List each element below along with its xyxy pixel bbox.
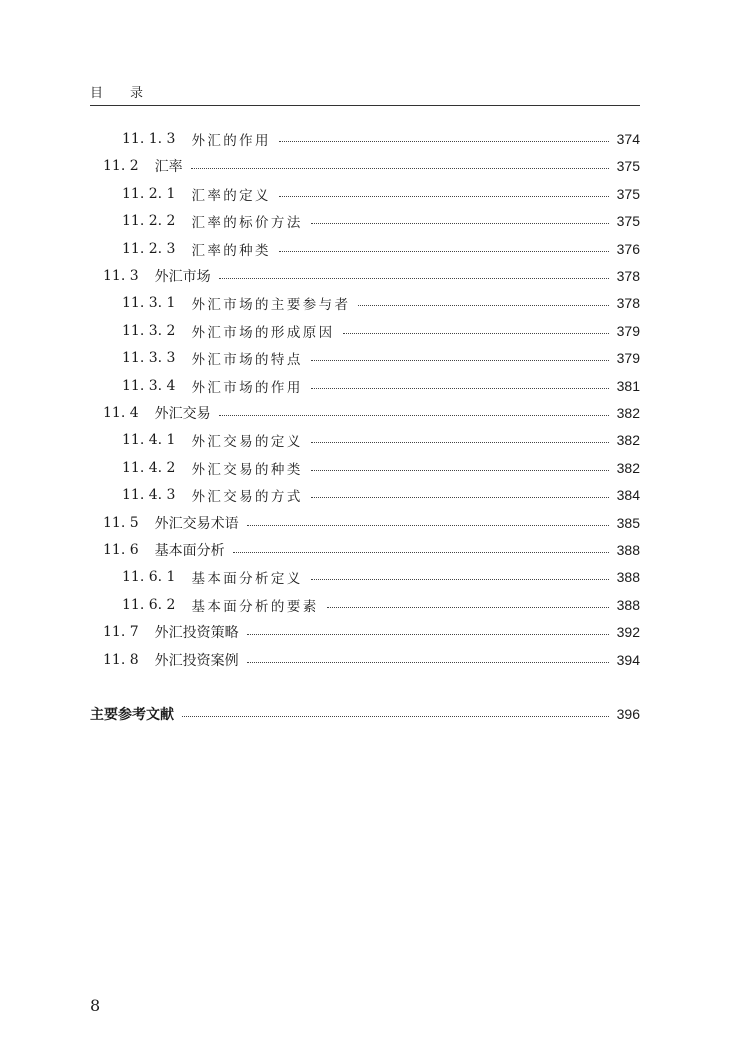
toc-entry-title: 汇率 (154, 159, 183, 176)
dot-leader (311, 387, 609, 389)
toc-entry-title: 外汇的作用 (191, 133, 271, 149)
dot-leader (233, 551, 609, 553)
toc-entry-page: 388 (616, 569, 640, 586)
toc-entry[interactable] (122, 593, 640, 617)
dot-leader (191, 167, 609, 169)
toc-entry-page: 374 (616, 131, 640, 147)
toc-entry-page: 378 (616, 268, 640, 284)
toc-entry-number: 11. 6 (103, 542, 139, 558)
toc-entry-title: 外汇投资案例 (154, 652, 239, 669)
toc-entry-page: 376 (616, 240, 640, 257)
toc-entry-number: 11. 4. 2 (122, 459, 176, 476)
toc-entry-title: 汇率的定义 (191, 187, 271, 204)
toc-entry-page: 375 (616, 185, 640, 202)
dot-leader (311, 359, 609, 361)
toc-entry-title: 基本面分析定义 (191, 571, 303, 588)
toc-entry[interactable] (122, 565, 640, 589)
toc-entry-number: 11. 4 (103, 405, 139, 421)
toc-entry-number: 11. 2 (103, 158, 139, 175)
dot-leader (311, 469, 609, 471)
toc-entry[interactable] (122, 182, 640, 206)
toc-entry-page: 396 (616, 706, 640, 722)
dot-leader (219, 277, 609, 279)
dot-leader (311, 441, 609, 443)
header-rule (90, 105, 640, 106)
toc-entry-number: 11. 3. 2 (122, 322, 176, 339)
toc-entry-number: 11. 2. 2 (122, 213, 176, 230)
dot-leader (358, 304, 608, 306)
toc-entry[interactable] (122, 374, 640, 398)
toc-entry[interactable] (103, 264, 640, 288)
toc-entry-page: 382 (616, 405, 640, 421)
dot-leader (311, 496, 609, 498)
toc-entry-title: 外汇交易的方式 (191, 489, 303, 506)
toc-entry[interactable] (90, 702, 640, 726)
dot-leader (343, 332, 609, 334)
toc-entry-number: 11. 4. 1 (122, 432, 176, 449)
toc-entry-number: 11. 4. 3 (122, 487, 176, 504)
toc-entry[interactable] (122, 428, 640, 452)
toc-entry-title: 外汇市场的主要参与者 (191, 297, 351, 314)
toc-entry-number: 11. 5 (103, 514, 139, 531)
dot-leader (311, 578, 609, 580)
toc-entry-title: 基本面分析的要素 (191, 598, 319, 615)
dot-leader (279, 195, 609, 197)
toc-entry-title: 外汇交易 (154, 406, 211, 422)
toc-entry-number: 11. 7 (103, 624, 139, 641)
toc-entry[interactable] (103, 154, 640, 178)
toc-entry-number: 11. 1. 3 (122, 131, 176, 147)
toc-entry-number: 11. 6. 1 (122, 569, 176, 586)
toc-entry-page: 379 (616, 350, 640, 367)
dot-leader (219, 414, 609, 416)
toc-entry-title: 汇率的标价方法 (191, 215, 303, 232)
toc-entry-page: 381 (616, 377, 640, 394)
dot-leader (279, 140, 609, 142)
toc-entry-title: 外汇市场的作用 (191, 379, 303, 396)
dot-leader (327, 606, 609, 608)
toc-entry[interactable] (122, 127, 640, 151)
toc-entry-number: 11. 6. 2 (122, 596, 176, 613)
toc-entry-page: 379 (616, 322, 640, 339)
toc-entry-page: 384 (616, 487, 640, 504)
toc-entry[interactable] (122, 483, 640, 507)
toc-entry-number: 11. 3. 3 (122, 350, 176, 367)
toc-entry-number: 11. 8 (103, 651, 139, 668)
toc-entry-title: 外汇交易术语 (154, 515, 239, 532)
toc-entry-title: 基本面分析 (154, 543, 225, 559)
toc-entry-title: 汇率的种类 (191, 242, 271, 259)
dot-leader (182, 715, 609, 717)
toc-entry[interactable] (103, 401, 640, 425)
header-label-right: 录 (130, 86, 144, 101)
toc-entry-title: 外汇市场的特点 (191, 352, 303, 369)
toc-entry-title: 外汇市场的形成原因 (191, 324, 335, 341)
toc-entry[interactable] (122, 291, 640, 315)
toc-entry-page: 375 (616, 213, 640, 230)
toc-entry-title: 外汇交易的种类 (191, 461, 303, 478)
page-number: 8 (90, 996, 101, 1015)
toc-entry-number: 11. 2. 1 (122, 185, 176, 202)
toc-entry-title: 外汇交易的定义 (191, 434, 303, 451)
dot-leader (247, 633, 609, 635)
header-label-left: 目 (90, 86, 104, 101)
toc-entry-page: 382 (616, 459, 640, 476)
toc-entry[interactable] (122, 209, 640, 233)
toc-entry[interactable] (122, 237, 640, 261)
toc-entry[interactable] (103, 648, 640, 672)
toc-entry-page: 388 (616, 596, 640, 613)
toc-entry-title: 主要参考文献 (90, 707, 174, 723)
toc-entry-page: 378 (616, 295, 640, 312)
toc-entry-page: 385 (616, 514, 640, 531)
toc-entry-number: 11. 3 (103, 268, 139, 284)
running-header (90, 82, 640, 104)
dot-leader (279, 250, 609, 252)
toc-entry-number: 11. 2. 3 (122, 240, 176, 257)
toc-entry-title: 外汇市场 (154, 269, 211, 285)
toc-entry-title: 外汇投资策略 (154, 625, 239, 642)
toc-entry-page: 382 (616, 432, 640, 449)
toc-entry-page: 375 (616, 158, 640, 175)
toc-entry[interactable] (103, 620, 640, 644)
toc-entry-number: 11. 3. 1 (122, 295, 176, 312)
toc-entry-page: 394 (616, 651, 640, 668)
toc-entry[interactable] (122, 346, 640, 370)
toc-entry-page: 388 (616, 542, 640, 558)
toc-entry[interactable] (103, 511, 640, 535)
toc-entry[interactable] (103, 538, 640, 562)
toc-entry[interactable] (122, 456, 640, 480)
dot-leader (311, 222, 609, 224)
toc-entry-number: 11. 3. 4 (122, 377, 176, 394)
dot-leader (247, 661, 609, 663)
dot-leader (247, 524, 609, 526)
toc-entry-page: 392 (616, 624, 640, 641)
toc-entry[interactable] (122, 319, 640, 343)
